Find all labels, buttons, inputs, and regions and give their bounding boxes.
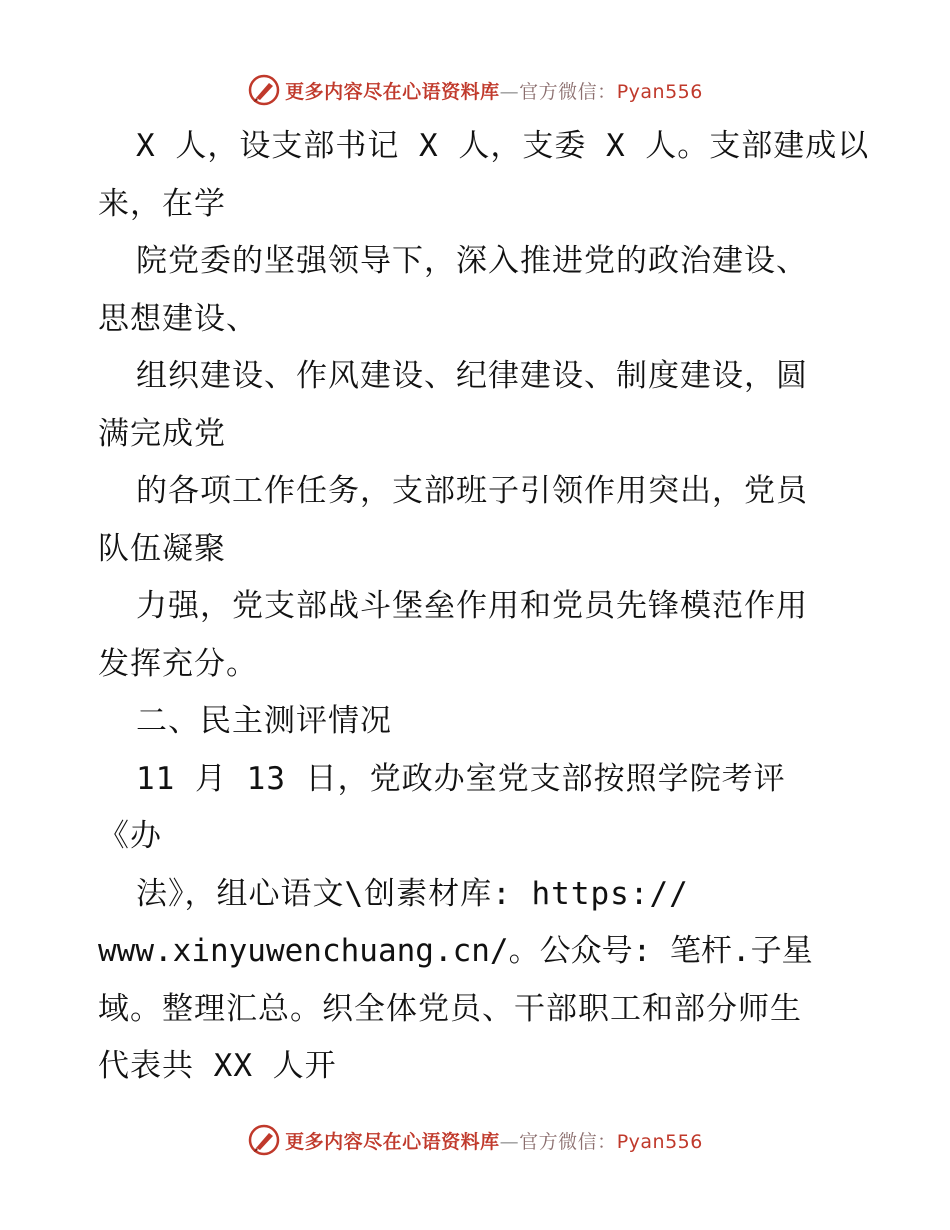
header-watermark (0, 70, 950, 110)
watermark-brand: 更多内容尽在心语资料库 (285, 80, 500, 103)
watermark-brand: 更多内容尽在心语资料库 (285, 1130, 500, 1153)
text-line: 队伍凝聚 (98, 530, 226, 567)
text-line: 满完成党 (98, 415, 226, 452)
watermark-wechat-id: Pyan556 (616, 80, 703, 103)
watermark-separator: — (499, 1130, 520, 1153)
watermark-wechat-id: Pyan556 (616, 1130, 703, 1153)
text-line: 的各项工作任务，支部班子引领作用突出，党员 (136, 473, 808, 509)
text-line: 院党委的坚强领导下，深入推进党的政治建设、 (136, 243, 808, 279)
text-line: 域。整理汇总。织全体党员、干部职工和部分师生 (98, 990, 802, 1027)
text-line: 代表共 XX 人开 (98, 1048, 337, 1084)
footer-watermark (0, 1120, 950, 1160)
watermark-label: 官方微信： (519, 80, 617, 103)
text-line: 来，在学 (98, 185, 226, 222)
pen-logo-icon (247, 1123, 281, 1157)
text-line: 思想建设、 (98, 300, 258, 337)
text-line: 《办 (98, 818, 162, 854)
text-line: 11 月 13 日，党政办室党支部按照学院考评 (136, 760, 786, 797)
text-line: www.xinyuwenchuang.cn/。公众号: 笔杆.子星 (98, 933, 813, 969)
watermark-label: 官方微信： (519, 1130, 617, 1153)
text-line: 二、民主测评情况 (136, 703, 392, 739)
watermark-text (285, 1127, 703, 1154)
text-line: 力强，党支部战斗堡垒作用和党员先锋模范作用 (136, 588, 808, 624)
text-line: 法》，组心语文\创素材库: https:// (136, 875, 689, 912)
document-body (98, 118, 870, 1096)
text-line: 发挥充分。 (98, 645, 258, 682)
text-line: X 人，设支部书记 X 人，支委 X 人。支部建成以 (136, 128, 870, 164)
watermark-text (285, 77, 703, 104)
pen-logo-icon (247, 73, 281, 107)
text-line: 组织建设、作风建设、纪律建设、制度建设，圆 (136, 358, 808, 394)
watermark-separator: — (499, 80, 520, 103)
